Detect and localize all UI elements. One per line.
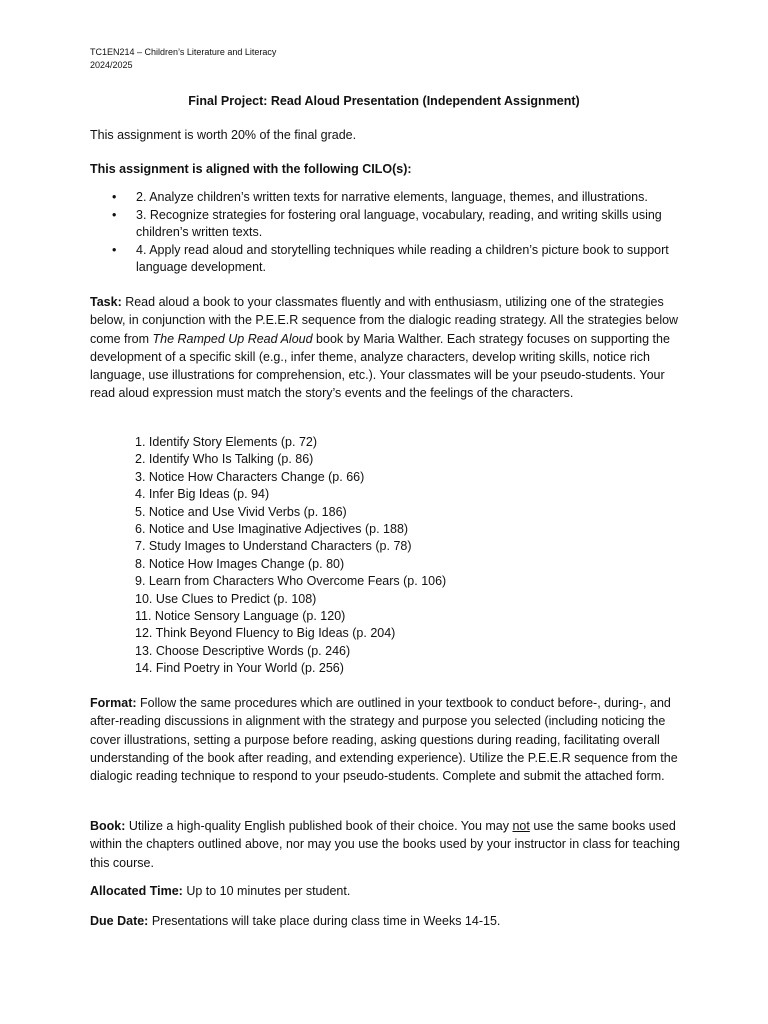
- due-date-paragraph: Due Date: Presentations will take place during class time in Weeks 14-15.: [90, 914, 501, 928]
- academic-year: 2024/2025: [90, 60, 133, 70]
- cilo-item: • 3. Recognize strategies for fostering oral language, vocabulary, reading, and writing skills using children’s written texts.: [112, 208, 662, 239]
- emphasis-not: not: [512, 819, 530, 833]
- strategy-item: 12. Think Beyond Fluency to Big Ideas (p. 204): [135, 626, 396, 641]
- strategy-item: 3. Notice How Characters Change (p. 66): [135, 469, 365, 484]
- strategy-item: 13. Choose Descriptive Words (p. 246): [135, 643, 351, 658]
- course-code: TC1EN214 – Children’s Literature and Literacy: [90, 47, 277, 57]
- book-paragraph: Book: Utilize a high-quality English published book of their choice. You may not use the same books used within the chapters outlined above, nor may you use the books used by your instructor in class for teaching this course.: [90, 819, 680, 870]
- due-date-label: Due Date:: [90, 914, 149, 928]
- page-title: Final Project: Read Aloud Presentation (Independent Assignment): [188, 94, 580, 108]
- course-header: [90, 46, 276, 72]
- cilo-list: [90, 189, 680, 277]
- strategy-item: 7. Study Images to Understand Characters (p. 78): [135, 539, 412, 554]
- strategy-list: [135, 434, 446, 678]
- strategy-item: 1. Identify Story Elements (p. 72): [135, 435, 318, 449]
- strategy-item: 9. Learn from Characters Who Overcome Fears (p. 106): [135, 574, 447, 589]
- task-label: Task:: [90, 295, 122, 309]
- strategy-item: 10. Use Clues to Predict (p. 108): [135, 591, 317, 606]
- allocated-time-paragraph: Allocated Time: Up to 10 minutes per student.: [90, 884, 351, 898]
- bullet-icon: •: [112, 190, 117, 204]
- format-paragraph: Format: Follow the same procedures which are outlined in your textbook to conduct before-, during-, and after-reading discussions in alignment with the strategy and purpose you selected (including noticing the cover illustrations, setting a purpose before reading, asking questions during reading, facilitating overall understanding of the book after reading, and extending experience). Utilize the P.E.E.R sequence from the dialogic reading technique to respond to your pseudo-students. Complete and submit the attached form.: [90, 696, 678, 784]
- strategy-item: 5. Notice and Use Vivid Verbs (p. 186): [135, 504, 347, 519]
- cilo-heading: This assignment is aligned with the following CILO(s):: [90, 162, 412, 176]
- strategy-item: 2. Identify Who Is Talking (p. 86): [135, 452, 314, 467]
- strategy-item: 6. Notice and Use Imaginative Adjectives (p. 188): [135, 522, 409, 537]
- bullet-icon: •: [112, 208, 117, 222]
- strategy-item: 4. Infer Big Ideas (p. 94): [135, 487, 270, 502]
- strategy-item: 14. Find Poetry in Your World (p. 256): [135, 661, 344, 676]
- format-label: Format:: [90, 696, 137, 710]
- strategy-item: 8. Notice How Images Change (p. 80): [135, 556, 345, 571]
- book-label: Book:: [90, 819, 126, 833]
- book-title: The Ramped Up Read Aloud: [152, 331, 313, 346]
- task-paragraph: Task: Read aloud a book to your classmates fluently and with enthusiasm, utilizing one of the strategies below, in conjunction with the P.E.E.R sequence from the dialogic reading strategy. All the strategies below come from The Ramped Up Read Aloud book by Maria Walther. Each strategy focuses on supporting the development of a specific skill (e.g., infer theme, analyze characters, develop writing skills, notice rich language, use illustrations for comprehension, etc.). Your classmates will be your pseudo-students. Your read aloud expression must match the story’s events and the feelings of the characters.: [90, 295, 679, 401]
- allocated-time-label: Allocated Time:: [90, 884, 183, 898]
- strategy-item: 11. Notice Sensory Language (p. 120): [135, 609, 346, 624]
- cilo-item: • 4. Apply read aloud and storytelling techniques while reading a children’s picture book to support language development.: [112, 243, 669, 274]
- cilo-item: • 2. Analyze children’s written texts for narrative elements, language, themes, and illustrations.: [112, 190, 648, 204]
- bullet-icon: •: [112, 243, 117, 257]
- grade-weight-note: This assignment is worth 20% of the final grade.: [90, 128, 357, 142]
